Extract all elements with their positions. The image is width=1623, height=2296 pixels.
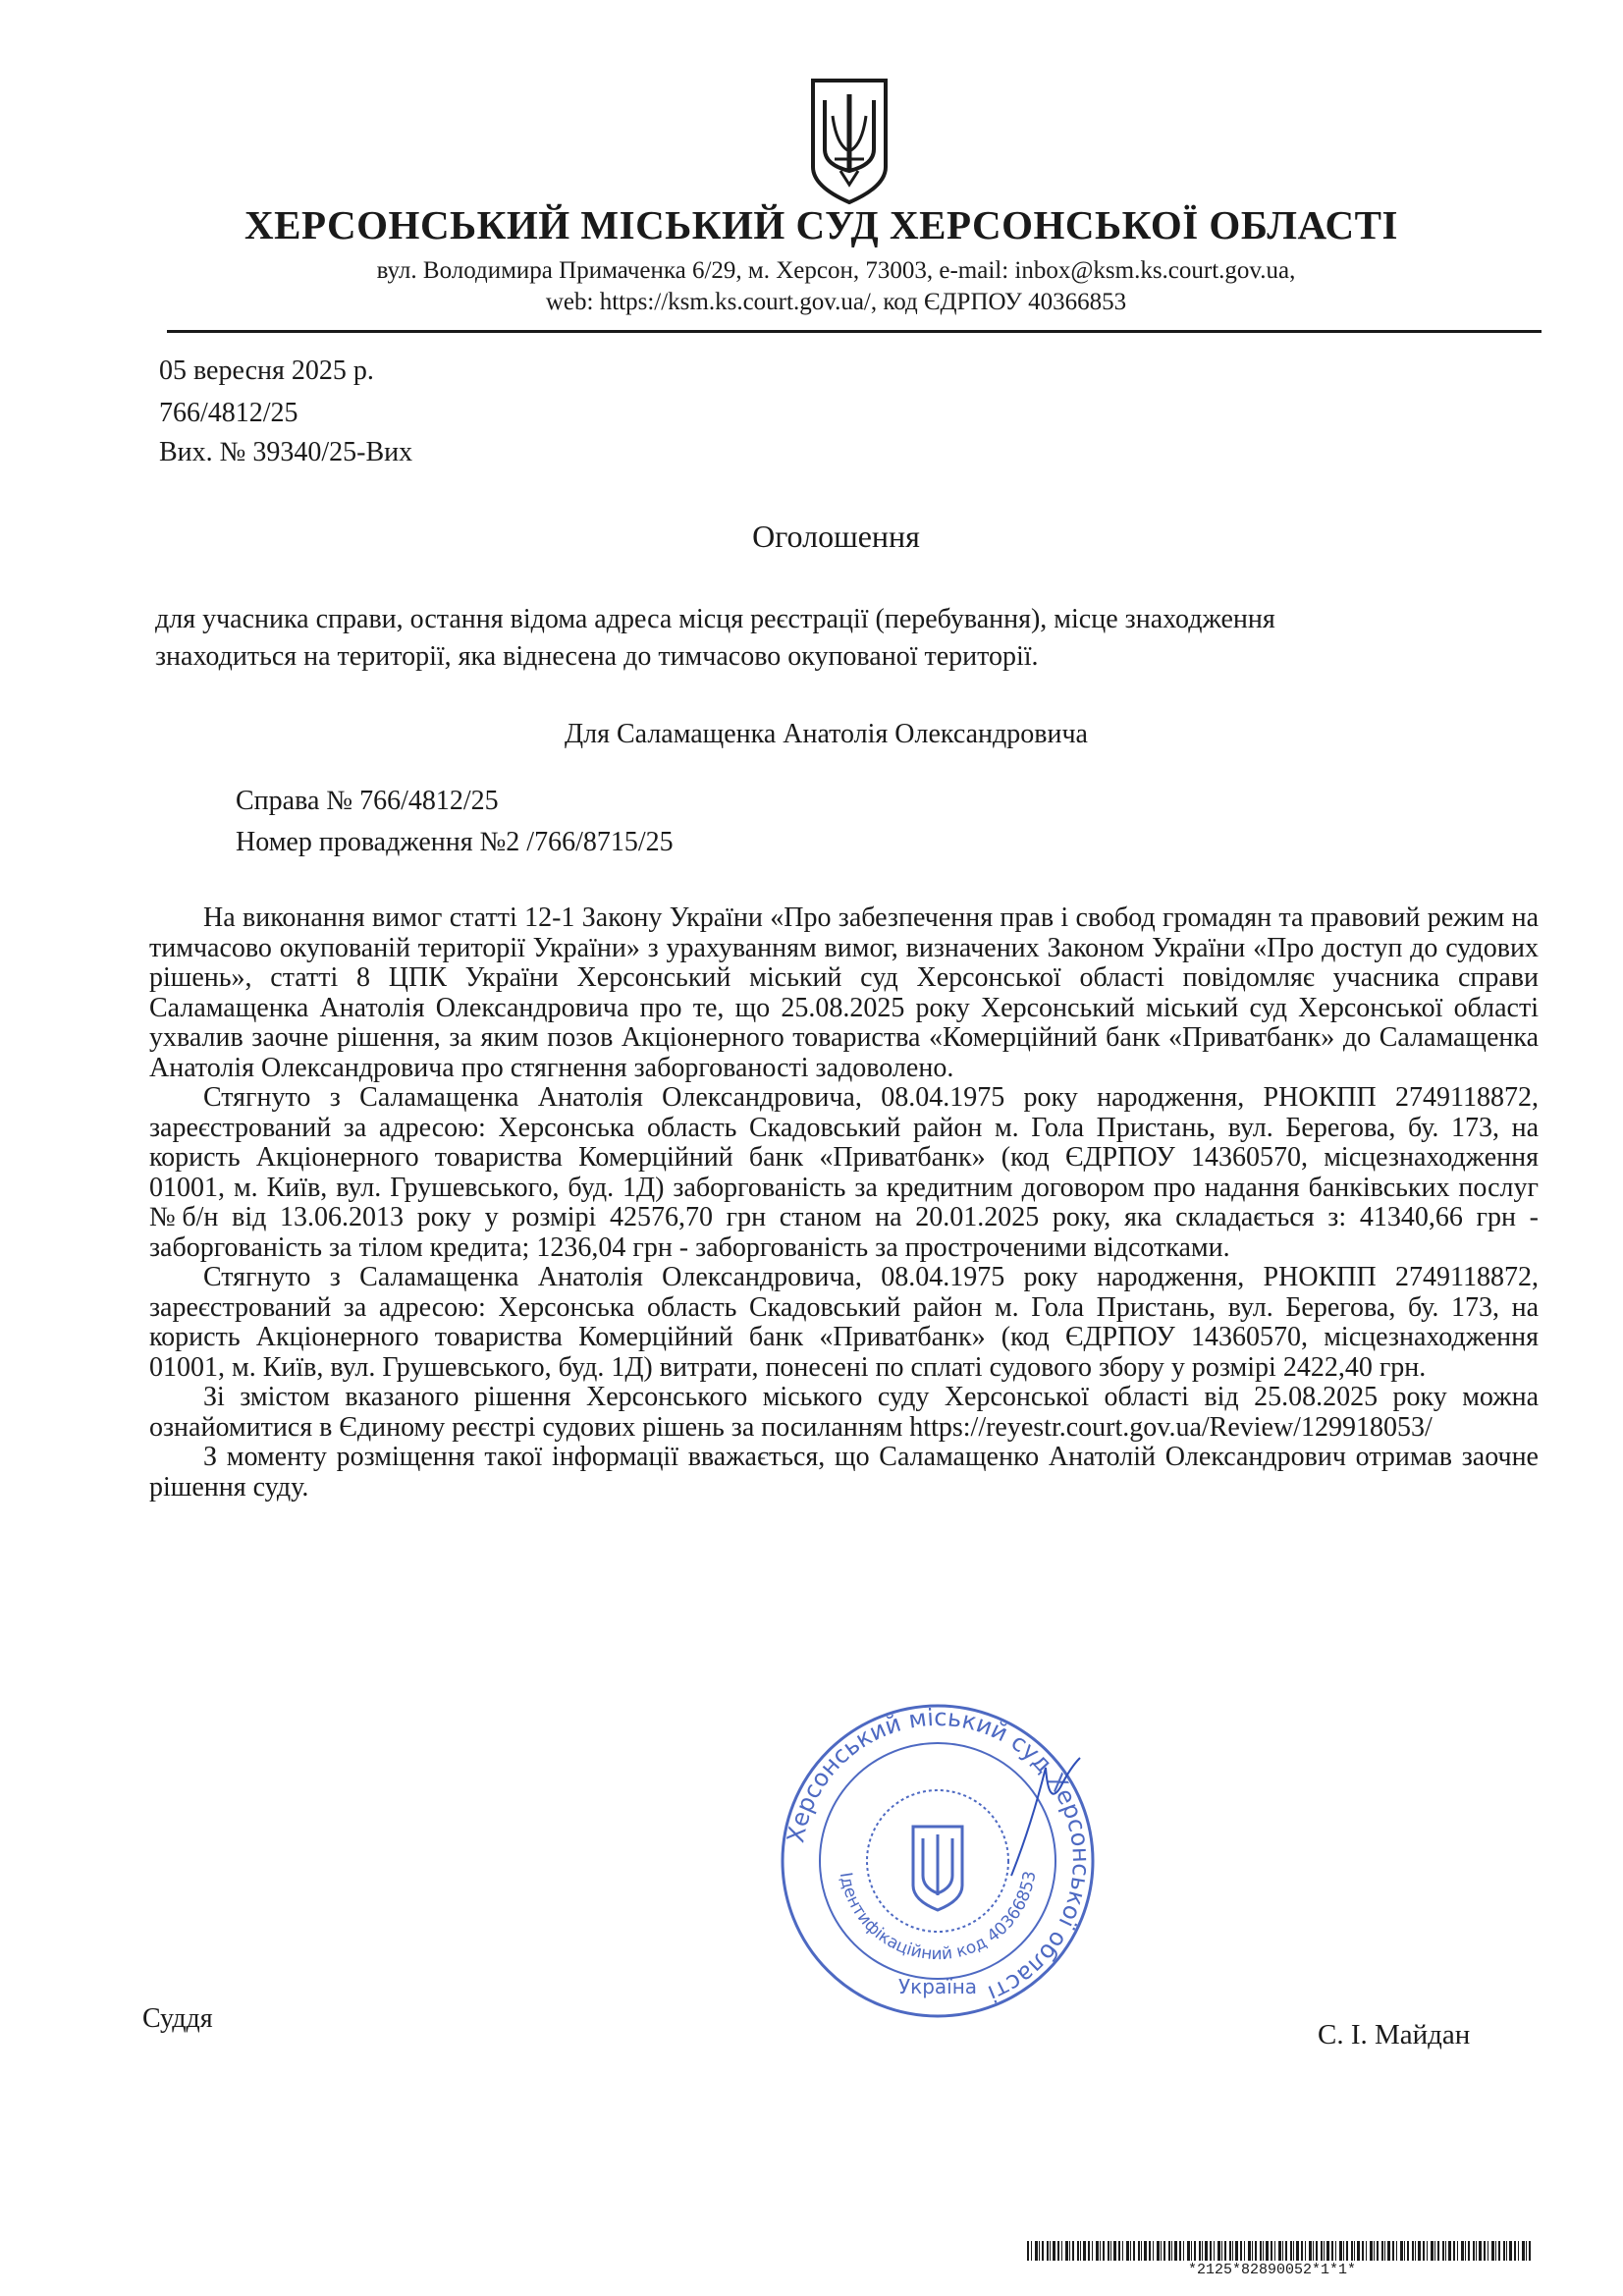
barcode-bar xyxy=(1370,2241,1373,2261)
barcode-bar xyxy=(1404,2241,1405,2261)
barcode-bar xyxy=(1518,2241,1519,2261)
barcode-bar xyxy=(1343,2241,1344,2261)
court-name: ХЕРСОНСЬКИЙ МІСЬКИЙ СУД ХЕРСОНСЬКОЇ ОБЛАСТІ xyxy=(244,202,1398,247)
judge-name: С. І. Майдан xyxy=(1318,2019,1471,2050)
barcode-bar xyxy=(1183,2241,1184,2261)
barcode-bar xyxy=(1387,2241,1390,2261)
barcode-bar xyxy=(1096,2241,1099,2261)
barcode-bar xyxy=(1133,2241,1135,2261)
barcode-bar xyxy=(1479,2241,1482,2261)
barcode-bar xyxy=(1080,2241,1081,2261)
barcode-bar xyxy=(1100,2241,1101,2261)
case-number: Справа № 766/4812/25 xyxy=(236,786,499,816)
barcode-bar xyxy=(1468,2241,1470,2261)
barcode-bar xyxy=(1377,2241,1379,2261)
barcode-bar xyxy=(1346,2241,1348,2261)
barcode-bar xyxy=(1191,2241,1192,2261)
barcode-bar xyxy=(1088,2241,1090,2261)
barcode-bar xyxy=(1053,2241,1055,2261)
judge-label: Суддя xyxy=(142,2003,213,2034)
paragraph: Стягнуто з Саламащенка Анатолія Олександровича, 08.04.1975 року народження, РНОКПП 2749118872, зареєстрований за адресою: Херсонська область Скадовський район м. Гола Пристань, вул. Берегова, бу. 173, на користь Акціонерного товариства Комерційний банк «Приватбанк» (код ЄДРПОУ 14360570, місцезнаходження 01001, м. Київ, вул. Грушевського, буд. 1Д) витрати, понесені по сплаті судового збору у розмірі 2422,40 грн. xyxy=(149,1262,1539,1383)
barcode-bar xyxy=(1431,2241,1434,2261)
barcode-bar xyxy=(1229,2241,1231,2261)
announcement-body xyxy=(149,903,1539,1503)
barcode-bar xyxy=(1163,2241,1165,2261)
barcode-bar xyxy=(1130,2241,1131,2261)
barcode-bar xyxy=(1171,2241,1172,2261)
barcode-bar xyxy=(1141,2241,1142,2261)
barcode-bar xyxy=(1509,2241,1512,2261)
barcode-bar xyxy=(1278,2241,1281,2261)
barcode-bar xyxy=(1179,2241,1181,2261)
barcode-bar xyxy=(1473,2241,1475,2261)
barcode-bar xyxy=(1282,2241,1283,2261)
barcode-bar xyxy=(1122,2241,1123,2261)
barcode-bar xyxy=(1331,2241,1333,2261)
barcode-bar xyxy=(1157,2241,1160,2261)
barcode-bar xyxy=(1061,2241,1062,2261)
court-web: web: https://ksm.ks.court.gov.ua/, код ЄДРПОУ 40366853 xyxy=(545,289,1127,315)
barcode-bar xyxy=(1050,2241,1051,2261)
barcode-bar xyxy=(1092,2241,1093,2261)
barcode-bar xyxy=(1453,2241,1455,2261)
barcode-bar xyxy=(1296,2241,1299,2261)
barcode-bar xyxy=(1224,2241,1226,2261)
barcode-bar xyxy=(1324,2241,1325,2261)
barcode-bar xyxy=(1235,2241,1238,2261)
barcode-bar xyxy=(1313,2241,1314,2261)
barcode-bar xyxy=(1321,2241,1323,2261)
stamp-inner-text: Ідентифікаційний код 40366853 xyxy=(835,1869,1041,1965)
barcode-number: *2125*82890052*1*1* xyxy=(1188,2262,1357,2278)
barcode-bar xyxy=(1423,2241,1425,2261)
barcode-bar xyxy=(1210,2241,1212,2261)
intro-text: для учасника справи, остання відома адреса місця реєстрації (перебування), місце знаходження знаходиться на території, яка віднесена до тимчасово окупованої території. xyxy=(155,604,1275,672)
barcode-bar xyxy=(1491,2241,1494,2261)
barcode-bar xyxy=(1153,2241,1154,2261)
barcode-bar xyxy=(1027,2241,1029,2261)
barcode-bar xyxy=(1221,2241,1222,2261)
barcode-bar xyxy=(1412,2241,1414,2261)
barcode-bar xyxy=(1072,2241,1074,2261)
barcode-bar xyxy=(1448,2241,1451,2261)
barcode-bar xyxy=(1305,2241,1306,2261)
barcode-bar xyxy=(1263,2241,1264,2261)
barcode-bar xyxy=(1476,2241,1477,2261)
barcode-bar xyxy=(1126,2241,1129,2261)
stamp-outer-text: Херсонський міський суд Херсонської області xyxy=(782,1703,1096,2008)
barcode-bar xyxy=(1199,2241,1201,2261)
barcode-bar xyxy=(1035,2241,1038,2261)
handwritten-signature xyxy=(992,1748,1109,1886)
barcode-bar xyxy=(1108,2241,1109,2261)
barcode-bar xyxy=(1290,2241,1292,2261)
barcode-bar xyxy=(1396,2241,1397,2261)
barcode-bar xyxy=(1415,2241,1416,2261)
barcode-bar xyxy=(1069,2241,1070,2261)
paragraph: Стягнуто з Саламащенка Анатолія Олександровича, 08.04.1975 року народження, РНОКПП 2749118872, зареєстрований за адресою: Херсонська область Скадовський район м. Гола Пристань, вул. Берегова, бу. 173, на користь Акціонерного товариства Комерційний банк «Приватбанк» (код ЄДРПОУ 14360570, місцезнаходження 01001, м. Київ, вул. Грушевського, буд. 1Д) заборгованість за кредитним договором про надання банківських послуг №б/н від 13.06.2013 року у розмірі 42576,70 грн станом на 20.01.2025 року, яка складається з: 41340,66 грн - заборгованість за тілом кредита; 1236,04 грн - заборгованість за простроченими відсотками. xyxy=(149,1082,1539,1263)
barcode-bar xyxy=(1326,2241,1329,2261)
barcode-bar xyxy=(1339,2241,1342,2261)
addressee: Для Саламащенка Анатолія Олександровича xyxy=(565,719,1088,749)
barcode-bar xyxy=(1138,2241,1140,2261)
barcode-bar xyxy=(1285,2241,1287,2261)
barcode-bar xyxy=(1252,2241,1253,2261)
barcode-bar xyxy=(1514,2241,1516,2261)
barcode-bar xyxy=(1381,2241,1383,2261)
barcode-bar xyxy=(1047,2241,1049,2261)
barcode-bar xyxy=(1244,2241,1245,2261)
document-title: Оголошення xyxy=(752,519,920,554)
barcode-bar xyxy=(1149,2241,1151,2261)
barcode-bar xyxy=(1529,2241,1531,2261)
barcode-bar xyxy=(1031,2241,1032,2261)
barcode-bar xyxy=(1240,2241,1242,2261)
document-date: 05 вересня 2025 р. xyxy=(159,355,374,386)
barcode-bar xyxy=(1187,2241,1190,2261)
barcode-bar xyxy=(1335,2241,1336,2261)
barcode-bar xyxy=(1503,2241,1505,2261)
barcode-bar xyxy=(1362,2241,1364,2261)
barcode-bar xyxy=(1357,2241,1360,2261)
barcode-bar xyxy=(1407,2241,1409,2261)
barcode-bar xyxy=(1309,2241,1312,2261)
barcode-bar xyxy=(1434,2241,1435,2261)
court-address: вул. Володимира Примаченка 6/29, м. Херсон, 73003, e-mail: inbox@ksm.ks.court.gov.ua, xyxy=(376,257,1296,284)
barcode-bar xyxy=(1522,2241,1525,2261)
barcode-bar xyxy=(1392,2241,1394,2261)
barcode-bar xyxy=(1351,2241,1353,2261)
barcode-bar xyxy=(1248,2241,1251,2261)
barcode-bar xyxy=(1301,2241,1303,2261)
barcode-bar xyxy=(1495,2241,1496,2261)
barcode-bar xyxy=(1083,2241,1086,2261)
barcode-bar xyxy=(1461,2241,1464,2261)
barcode-bar xyxy=(1174,2241,1177,2261)
paragraph: З моменту розміщення такої інформації вважається, що Саламащенко Анатолій Олександрович отримав заочне рішення суду. xyxy=(149,1442,1539,1503)
barcode-bar xyxy=(1457,2241,1458,2261)
barcode-bar xyxy=(1366,2241,1367,2261)
barcode-bar xyxy=(1255,2241,1257,2261)
barcode-bar xyxy=(1205,2241,1208,2261)
barcode-bar xyxy=(1442,2241,1444,2261)
barcode-bar xyxy=(1274,2241,1275,2261)
barcode-bar xyxy=(1110,2241,1111,2261)
barcode-bar xyxy=(1354,2241,1355,2261)
barcode-bar xyxy=(1418,2241,1421,2261)
header-divider xyxy=(167,330,1542,333)
barcode-bar xyxy=(1065,2241,1068,2261)
barcode-bar xyxy=(1400,2241,1403,2261)
barcode-bar xyxy=(1498,2241,1500,2261)
barcode-bar xyxy=(1316,2241,1318,2261)
barcode-bar xyxy=(1437,2241,1439,2261)
barcode-bar xyxy=(1271,2241,1272,2261)
paragraph: Зі змістом вказаного рішення Херсонського міського суду Херсонської області від 25.08.2025 року можна ознайомитися в Єдиному реєстрі судових рішень за посиланням https://reyestr.court.gov.ua/Review/129918053/ xyxy=(149,1382,1539,1443)
barcode-bar xyxy=(1103,2241,1105,2261)
barcode-bar xyxy=(1118,2241,1120,2261)
stamp-trident-icon xyxy=(913,1827,962,1910)
paragraph: На виконання вимог статті 12-1 Закону України «Про забезпечення прав і свобод громадян та правовий режим на тимчасово окупованій території України» з урахуванням вимог, визначених Законом України «Про доступ до судових рішень», статті 8 ЦПК України Херсонський міський суд Херсонської області повідомляє учасника справи Саламащенка Анатолія Олександровича про те, що 25.08.2025 року Херсонський міський суд Херсонської області ухвалив заочне рішення, за яким позов Акціонерного товариства «Комерційний банк «Приватбанк» до Саламащенка Анатолія Олександровича про стягнення заборгованості задоволено. xyxy=(149,902,1539,1083)
barcode-bar xyxy=(1039,2241,1040,2261)
barcode-bar xyxy=(1526,2241,1527,2261)
barcode-bar xyxy=(1217,2241,1220,2261)
barcode-bar xyxy=(1374,2241,1375,2261)
barcode-bar xyxy=(1042,2241,1044,2261)
barcode-bar xyxy=(1506,2241,1507,2261)
barcode-bar xyxy=(1384,2241,1385,2261)
case-reference: 766/4812/25 xyxy=(159,398,298,428)
barcode xyxy=(1027,2241,1538,2261)
barcode-bar xyxy=(1484,2241,1486,2261)
proceeding-number: Номер провадження №2 /766/8715/25 xyxy=(236,827,674,857)
barcode-bar xyxy=(1427,2241,1428,2261)
stamp-country: Україна xyxy=(897,1975,978,1998)
barcode-bar xyxy=(1465,2241,1466,2261)
outgoing-number: Вих. № 39340/25-Вих xyxy=(159,437,413,467)
barcode-bar xyxy=(1144,2241,1147,2261)
barcode-bar xyxy=(1202,2241,1203,2261)
barcode-bar xyxy=(1077,2241,1079,2261)
trident-emblem-icon xyxy=(807,77,892,206)
barcode-bar xyxy=(1168,2241,1170,2261)
barcode-bar xyxy=(1214,2241,1215,2261)
barcode-bar xyxy=(1113,2241,1116,2261)
barcode-bar xyxy=(1057,2241,1059,2261)
barcode-bar xyxy=(1293,2241,1294,2261)
barcode-bar xyxy=(1266,2241,1269,2261)
barcode-bar xyxy=(1445,2241,1446,2261)
barcode-bar xyxy=(1194,2241,1196,2261)
barcode-bar xyxy=(1161,2241,1162,2261)
barcode-bar xyxy=(1232,2241,1233,2261)
barcode-bar xyxy=(1260,2241,1262,2261)
